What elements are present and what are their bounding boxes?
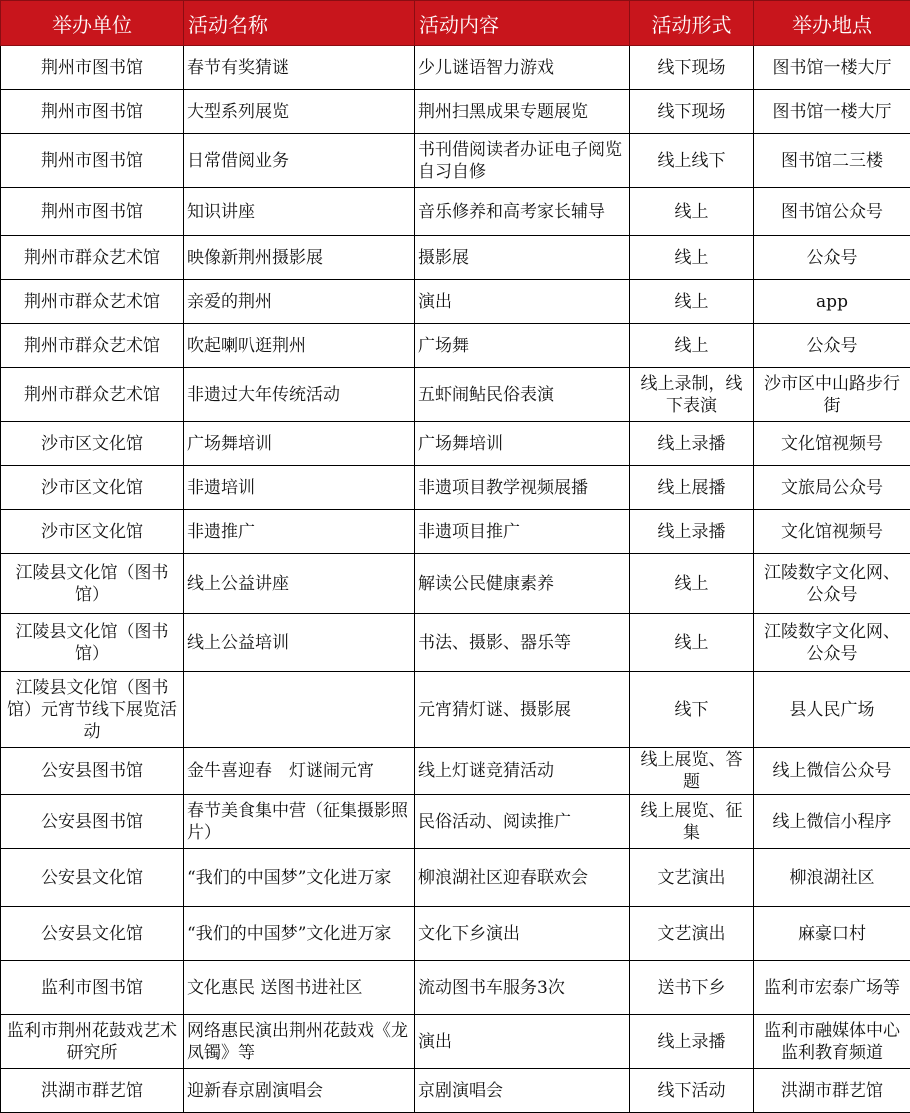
cell-organizer: 荆州市群众艺术馆 xyxy=(1,280,184,324)
cell-activity-name: 迎新春京剧演唱会 xyxy=(184,1069,415,1113)
cell-activity-form: 线上 xyxy=(630,236,754,280)
cell-activity-name: “我们的中国梦”文化进万家 xyxy=(184,907,415,961)
cell-organizer: 荆州市群众艺术馆 xyxy=(1,236,184,280)
cell-activity-content: 线上灯谜竞猜活动 xyxy=(415,748,630,795)
cell-activity-name: 非遗推广 xyxy=(184,510,415,554)
cell-activity-content: 文化下乡演出 xyxy=(415,907,630,961)
cell-activity-content: 音乐修养和高考家长辅导 xyxy=(415,188,630,236)
cell-venue: 公众号 xyxy=(754,324,910,368)
cell-organizer: 洪湖市群艺馆 xyxy=(1,1069,184,1113)
table-row xyxy=(1,961,910,1015)
cell-activity-name: 亲爱的荆州 xyxy=(184,280,415,324)
cell-activity-content: 演出 xyxy=(415,1015,630,1069)
cell-organizer: 沙市区文化馆 xyxy=(1,510,184,554)
cell-organizer: 公安县图书馆 xyxy=(1,748,184,795)
cell-activity-form: 线下现场 xyxy=(630,90,754,134)
cell-activity-name: 吹起喇叭逛荆州 xyxy=(184,324,415,368)
cell-venue: 麻豪口村 xyxy=(754,907,910,961)
cell-activity-name: 非遗培训 xyxy=(184,466,415,510)
cell-venue: 线上微信公众号 xyxy=(754,748,910,795)
cell-venue: app xyxy=(754,280,910,324)
cell-organizer: 江陵县文化馆（图书馆）元宵节线下展览活动 xyxy=(1,672,184,748)
cell-organizer: 荆州市群众艺术馆 xyxy=(1,368,184,422)
col-header-content: 活动内容 xyxy=(415,1,630,46)
cell-activity-name: 春节美食集中营（征集摄影照片） xyxy=(184,795,415,849)
cell-activity-name: 线上公益培训 xyxy=(184,614,415,672)
cell-organizer: 公安县图书馆 xyxy=(1,795,184,849)
cell-activity-content: 民俗活动、阅读推广 xyxy=(415,795,630,849)
cell-organizer: 荆州市图书馆 xyxy=(1,188,184,236)
cell-organizer: 沙市区文化馆 xyxy=(1,466,184,510)
cell-venue: 柳浪湖社区 xyxy=(754,849,910,907)
cell-activity-form: 线上 xyxy=(630,554,754,614)
cell-organizer: 监利市荆州花鼓戏艺术研究所 xyxy=(1,1015,184,1069)
cell-activity-content: 京剧演唱会 xyxy=(415,1069,630,1113)
col-header-form: 活动形式 xyxy=(630,1,754,46)
cell-organizer: 监利市图书馆 xyxy=(1,961,184,1015)
cell-activity-content: 非遗项目教学视频展播 xyxy=(415,466,630,510)
table-row xyxy=(1,907,910,961)
cell-activity-name: 大型系列展览 xyxy=(184,90,415,134)
cell-venue: 江陵数字文化网、公众号 xyxy=(754,614,910,672)
cell-activity-form: 线上录播 xyxy=(630,510,754,554)
cell-activity-name: 知识讲座 xyxy=(184,188,415,236)
cell-activity-form: 送书下乡 xyxy=(630,961,754,1015)
cell-activity-name: “我们的中国梦”文化进万家 xyxy=(184,849,415,907)
cell-activity-form: 线下活动 xyxy=(630,1069,754,1113)
table-row xyxy=(1,748,910,795)
cell-venue: 公众号 xyxy=(754,236,910,280)
cell-activity-form: 线上线下 xyxy=(630,134,754,188)
cell-activity-form: 线上录播 xyxy=(630,422,754,466)
cell-venue: 县人民广场 xyxy=(754,672,910,748)
table-row xyxy=(1,188,910,236)
table-row xyxy=(1,466,910,510)
cell-venue: 监利市融媒体中心监利教育频道 xyxy=(754,1015,910,1069)
cell-activity-content: 广场舞培训 xyxy=(415,422,630,466)
cell-activity-form: 线上 xyxy=(630,188,754,236)
cell-activity-content: 流动图书车服务3次 xyxy=(415,961,630,1015)
cell-organizer: 荆州市图书馆 xyxy=(1,90,184,134)
cell-activity-content: 演出 xyxy=(415,280,630,324)
cell-activity-form: 文艺演出 xyxy=(630,849,754,907)
cell-activity-form: 文艺演出 xyxy=(630,907,754,961)
cell-organizer: 荆州市图书馆 xyxy=(1,134,184,188)
cell-venue: 江陵数字文化网、公众号 xyxy=(754,554,910,614)
cell-activity-name: 日常借阅业务 xyxy=(184,134,415,188)
cell-activity-content: 书刊借阅读者办证电子阅览自习自修 xyxy=(415,134,630,188)
table-row xyxy=(1,554,910,614)
col-header-organizer: 举办单位 xyxy=(1,1,184,46)
cell-activity-content: 五虾闹鲇民俗表演 xyxy=(415,368,630,422)
table-row xyxy=(1,422,910,466)
cell-venue: 图书馆公众号 xyxy=(754,188,910,236)
cell-organizer: 江陵县文化馆（图书馆） xyxy=(1,614,184,672)
cell-activity-name: 映像新荆州摄影展 xyxy=(184,236,415,280)
cell-venue: 图书馆一楼大厅 xyxy=(754,90,910,134)
table-row xyxy=(1,324,910,368)
cell-activity-form: 线上录播 xyxy=(630,1015,754,1069)
cell-organizer: 公安县文化馆 xyxy=(1,849,184,907)
cell-activity-form: 线上展览、答题 xyxy=(630,748,754,795)
cell-venue: 文化馆视频号 xyxy=(754,510,910,554)
cell-activity-name xyxy=(184,672,415,748)
cell-activity-content: 元宵猜灯谜、摄影展 xyxy=(415,672,630,748)
table-row xyxy=(1,795,910,849)
cell-venue: 线上微信小程序 xyxy=(754,795,910,849)
cell-venue: 文化馆视频号 xyxy=(754,422,910,466)
cell-activity-form: 线上录制，线下表演 xyxy=(630,368,754,422)
table-row xyxy=(1,236,910,280)
cell-activity-name: 网络惠民演出荆州花鼓戏《龙凤镯》等 xyxy=(184,1015,415,1069)
cell-organizer: 荆州市群众艺术馆 xyxy=(1,324,184,368)
table-row xyxy=(1,368,910,422)
cell-activity-name: 春节有奖猜谜 xyxy=(184,46,415,90)
cell-activity-name: 金牛喜迎春 灯谜闹元宵 xyxy=(184,748,415,795)
cell-activity-form: 线上 xyxy=(630,280,754,324)
cell-activity-form: 线下现场 xyxy=(630,46,754,90)
cell-activity-form: 线上展播 xyxy=(630,466,754,510)
cell-venue: 图书馆二三楼 xyxy=(754,134,910,188)
cell-activity-form: 线上 xyxy=(630,614,754,672)
col-header-venue: 举办地点 xyxy=(754,1,910,46)
table-row xyxy=(1,46,910,90)
cell-activity-content: 少儿谜语智力游戏 xyxy=(415,46,630,90)
cell-activity-content: 书法、摄影、器乐等 xyxy=(415,614,630,672)
cell-activity-content: 解读公民健康素养 xyxy=(415,554,630,614)
table-row xyxy=(1,280,910,324)
cell-activity-content: 荆州扫黑成果专题展览 xyxy=(415,90,630,134)
cell-organizer: 荆州市图书馆 xyxy=(1,46,184,90)
table-row xyxy=(1,849,910,907)
cell-venue: 监利市宏泰广场等 xyxy=(754,961,910,1015)
table-row xyxy=(1,1069,910,1113)
table-row xyxy=(1,1015,910,1069)
col-header-name: 活动名称 xyxy=(184,1,415,46)
table-row xyxy=(1,90,910,134)
cell-activity-form: 线下 xyxy=(630,672,754,748)
cell-activity-content: 摄影展 xyxy=(415,236,630,280)
cell-venue: 沙市区中山路步行街 xyxy=(754,368,910,422)
cell-activity-content: 柳浪湖社区迎春联欢会 xyxy=(415,849,630,907)
cell-venue: 图书馆一楼大厅 xyxy=(754,46,910,90)
cell-activity-name: 线上公益讲座 xyxy=(184,554,415,614)
table-row xyxy=(1,672,910,748)
cell-organizer: 沙市区文化馆 xyxy=(1,422,184,466)
cell-activity-name: 文化惠民 送图书进社区 xyxy=(184,961,415,1015)
cell-activity-form: 线上 xyxy=(630,324,754,368)
cell-activity-name: 广场舞培训 xyxy=(184,422,415,466)
cell-activity-name: 非遗过大年传统活动 xyxy=(184,368,415,422)
cell-venue: 文旅局公众号 xyxy=(754,466,910,510)
cell-activity-content: 非遗项目推广 xyxy=(415,510,630,554)
table-row xyxy=(1,510,910,554)
table-row xyxy=(1,134,910,188)
cell-venue: 洪湖市群艺馆 xyxy=(754,1069,910,1113)
table-row xyxy=(1,614,910,672)
cell-organizer: 江陵县文化馆（图书馆） xyxy=(1,554,184,614)
cell-activity-form: 线上展览、征集 xyxy=(630,795,754,849)
cell-activity-content: 广场舞 xyxy=(415,324,630,368)
table-body xyxy=(1,46,910,1113)
header-row xyxy=(1,1,910,46)
cell-organizer: 公安县文化馆 xyxy=(1,907,184,961)
